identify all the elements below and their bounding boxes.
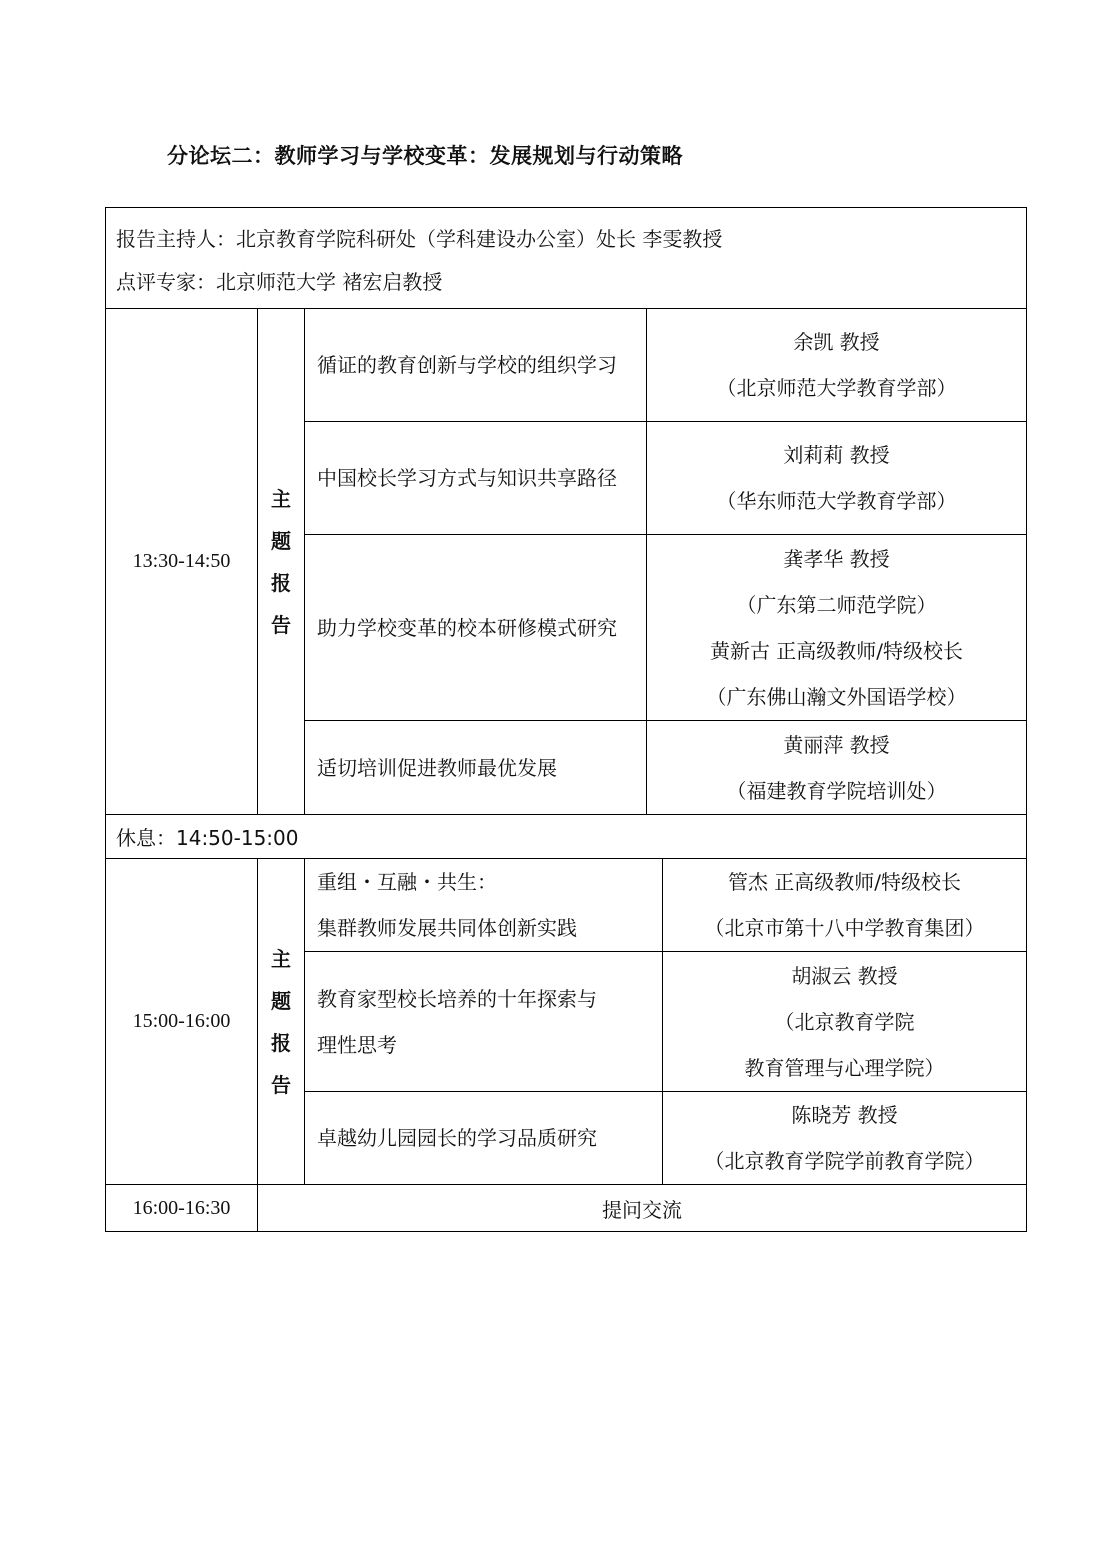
reviewer-line: 点评专家：北京师范大学 褚宏启教授 xyxy=(116,270,443,294)
session1-label: 主 题 报 告 xyxy=(258,309,305,815)
talk-speaker: 黄丽萍 教授 （福建教育学院培训处） xyxy=(647,721,1027,815)
session2-label: 主 题 报 告 xyxy=(258,859,305,1185)
talk-topic: 适切培训促进教师最优发展 xyxy=(305,721,647,815)
talk-topic: 教育家型校长培养的十年探索与 理性思考 xyxy=(305,952,663,1092)
session1-time: 13:30-14:50 xyxy=(106,309,258,815)
table-row xyxy=(106,859,1027,952)
talk-speaker: 管杰 正高级教师/特级校长 （北京市第十八中学教育集团） xyxy=(663,859,1027,952)
talk-topic: 中国校长学习方式与知识共享路径 xyxy=(305,422,647,535)
qa-row xyxy=(106,1185,1027,1232)
header-row xyxy=(106,208,1027,309)
schedule-table xyxy=(105,207,1027,1232)
qa-text: 提问交流 xyxy=(258,1185,1027,1232)
session2-time: 15:00-16:00 xyxy=(106,859,258,1185)
talk-topic: 卓越幼儿园园长的学习品质研究 xyxy=(305,1092,663,1185)
talk-topic: 重组・互融・共生： 集群教师发展共同体创新实践 xyxy=(305,859,663,952)
talk-topic: 循证的教育创新与学校的组织学习 xyxy=(305,309,647,422)
header-cell xyxy=(106,208,1027,309)
break-line: 休息：14:50-15:00 xyxy=(106,815,1027,859)
talk-speaker: 龚孝华 教授 （广东第二师范学院） 黄新古 正高级教师/特级校长 （广东佛山瀚文外国语学校） xyxy=(647,535,1027,721)
talk-speaker: 胡淑云 教授 （北京教育学院 教育管理与心理学院） xyxy=(663,952,1027,1092)
host-line: 报告主持人：北京教育学院科研处（学科建设办公室）处长 李雯教授 xyxy=(116,227,723,251)
break-row xyxy=(106,815,1027,859)
talk-speaker: 刘莉莉 教授 （华东师范大学教育学部） xyxy=(647,422,1027,535)
table-row xyxy=(106,309,1027,422)
talk-speaker: 陈晓芳 教授 （北京教育学院学前教育学院） xyxy=(663,1092,1027,1185)
qa-time: 16:00-16:30 xyxy=(106,1185,258,1232)
talk-topic: 助力学校变革的校本研修模式研究 xyxy=(305,535,647,721)
talk-speaker: 余凯 教授 （北京师范大学教育学部） xyxy=(647,309,1027,422)
page-title: 分论坛二：教师学习与学校变革：发展规划与行动策略 xyxy=(167,144,683,168)
